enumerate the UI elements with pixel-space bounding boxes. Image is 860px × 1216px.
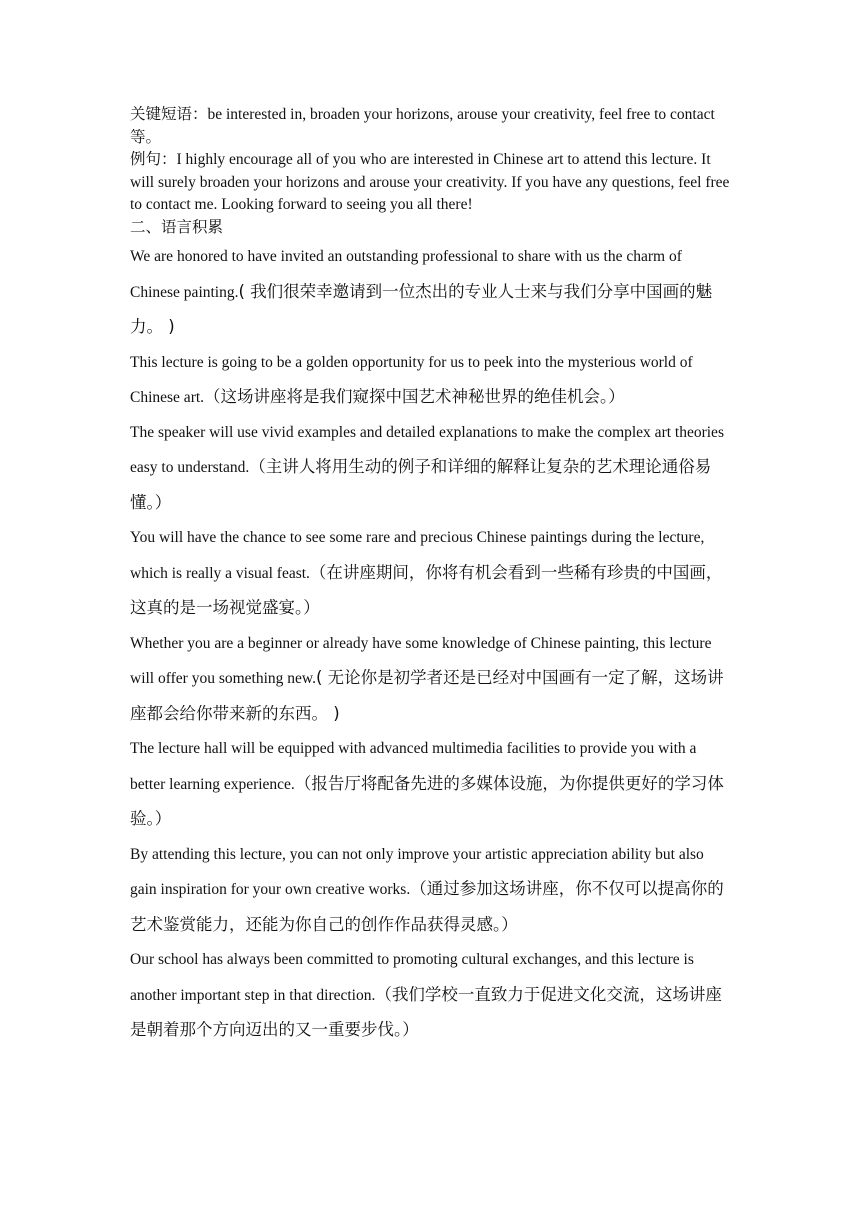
english-sentence: The lecture hall will be equipped with advanced multimedia facilities to provide you with a better learning experience. [130, 740, 697, 793]
english-sentence: This lecture is going to be a golden opportunity for us to peek into the mysterious world of Chinese art. [130, 353, 693, 406]
example-paragraph: 例句：I highly encourage all of you who are interested in Chinese art to attend this lecture. It will surely broaden your horizons and arouse your creativity. If you have any questions, feel free to contact me. Looking forward to seeing you all there! [130, 151, 730, 213]
english-sentence: The speaker will use vivid examples and detailed explanations to make the complex art theories easy to understand. [130, 423, 724, 476]
sentence-entry [130, 627, 732, 733]
english-sentence: We are honored to have invited an outstanding professional to share with us the charm of Chinese painting. [130, 248, 682, 301]
section-heading: 二、语言积累 [130, 218, 224, 236]
sentence-entry [130, 943, 732, 1049]
chinese-translation: （主讲人将用生动的例子和详细的解释让复杂的艺术理论通俗易懂。） [130, 457, 712, 512]
key-phrases-paragraph: 关键短语：be interested in, broaden your horizons, arouse your creativity, feel free to contact 等。 [130, 106, 715, 146]
chinese-translation: ( 我们很荣幸邀请到一位杰出的专业人士来与我们分享中国画的魅力。 ) [130, 281, 713, 336]
chinese-translation: （报告厅将配备先进的多媒体设施，为你提供更好的学习体验。） [130, 773, 724, 828]
english-sentence: You will have the chance to see some rare and precious Chinese paintings during the lecture, which is really a visual feast. [130, 529, 705, 582]
chinese-translation: （这场讲座将是我们窥探中国艺术神秘世界的绝佳机会。） [204, 387, 625, 406]
sentence-entry [130, 732, 732, 838]
sentence-entry [130, 416, 732, 522]
english-sentence: Our school has always been committed to promoting cultural exchanges, and this lecture is another important step in that direction. [130, 951, 694, 1004]
english-sentence: By attending this lecture, you can not only improve your artistic appreciation ability but also gain inspiration for your own creative works. [130, 845, 704, 898]
sentence-entry [130, 521, 732, 627]
english-sentence: Whether you are a beginner or already have some knowledge of Chinese painting, this lecture will offer you something new. [130, 634, 712, 687]
language-accumulation-list [130, 240, 732, 1049]
sentence-entry [130, 838, 732, 944]
chinese-translation: ( 无论你是初学者还是已经对中国画有一定了解，这场讲座都会给你带来新的东西。 ) [130, 668, 724, 723]
chinese-translation: （通过参加这场讲座，你不仅可以提高你的艺术鉴赏能力，还能为你自己的创作作品获得灵感。） [130, 879, 724, 934]
chinese-translation: （在讲座期间，你将有机会看到一些稀有珍贵的中国画，这真的是一场视觉盛宴。） [130, 562, 723, 617]
sentence-entry [130, 240, 732, 346]
chinese-translation: （我们学校一直致力于促进文化交流，这场讲座是朝着那个方向迈出的又一重要步伐。） [130, 984, 722, 1039]
intro-section [130, 104, 732, 239]
sentence-entry [130, 346, 732, 416]
